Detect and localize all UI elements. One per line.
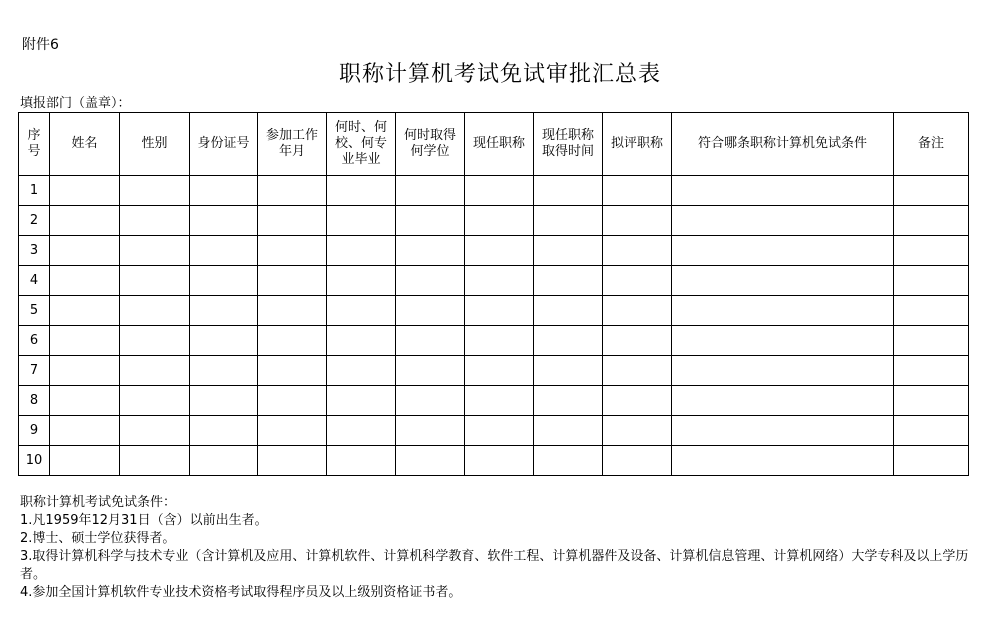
table-cell[interactable] bbox=[534, 236, 603, 266]
table-cell[interactable] bbox=[258, 416, 327, 446]
col-header-current-title: 现任职称 bbox=[465, 113, 534, 176]
table-cell[interactable] bbox=[190, 446, 258, 476]
table-cell[interactable] bbox=[190, 386, 258, 416]
table-cell[interactable] bbox=[603, 326, 672, 356]
table-cell[interactable] bbox=[894, 296, 969, 326]
table-cell[interactable] bbox=[120, 416, 190, 446]
table-cell[interactable] bbox=[190, 176, 258, 206]
table-cell[interactable] bbox=[672, 356, 894, 386]
table-cell[interactable] bbox=[190, 236, 258, 266]
table-cell[interactable] bbox=[672, 206, 894, 236]
table-cell[interactable] bbox=[50, 386, 120, 416]
table-cell[interactable] bbox=[603, 176, 672, 206]
table-cell[interactable] bbox=[465, 296, 534, 326]
table-cell[interactable] bbox=[120, 326, 190, 356]
table-row bbox=[19, 296, 969, 326]
table-cell[interactable] bbox=[327, 446, 396, 476]
table-cell[interactable] bbox=[534, 446, 603, 476]
table-cell[interactable] bbox=[396, 326, 465, 356]
table-cell[interactable] bbox=[327, 236, 396, 266]
table-cell[interactable] bbox=[534, 206, 603, 236]
col-header-degree: 何时取得何学位 bbox=[396, 113, 465, 176]
row-index: 2 bbox=[19, 206, 50, 236]
table-cell[interactable] bbox=[534, 356, 603, 386]
table-cell[interactable] bbox=[465, 416, 534, 446]
table-cell[interactable] bbox=[396, 206, 465, 236]
table-cell[interactable] bbox=[327, 326, 396, 356]
table-row bbox=[19, 446, 969, 476]
table-cell[interactable] bbox=[534, 326, 603, 356]
table-cell[interactable] bbox=[603, 416, 672, 446]
table-cell[interactable] bbox=[534, 266, 603, 296]
note-item-1: 1.凡1959年12月31日（含）以前出生者。 bbox=[20, 513, 268, 528]
page-title: 职称计算机考试免试审批汇总表 bbox=[338, 62, 661, 87]
table-cell[interactable] bbox=[396, 416, 465, 446]
table-cell[interactable] bbox=[894, 266, 969, 296]
table-cell[interactable] bbox=[672, 236, 894, 266]
row-index: 4 bbox=[19, 266, 50, 296]
table-cell[interactable] bbox=[50, 236, 120, 266]
table-cell[interactable] bbox=[327, 176, 396, 206]
row-index: 7 bbox=[19, 356, 50, 386]
table-row bbox=[19, 176, 969, 206]
table-row bbox=[19, 326, 969, 356]
table-cell[interactable] bbox=[50, 416, 120, 446]
table-cell[interactable] bbox=[534, 296, 603, 326]
col-header-id-number: 身份证号 bbox=[190, 113, 258, 176]
table-cell[interactable] bbox=[894, 176, 969, 206]
table-cell[interactable] bbox=[120, 176, 190, 206]
table-cell[interactable] bbox=[258, 236, 327, 266]
table-row bbox=[19, 206, 969, 236]
table-cell[interactable] bbox=[50, 206, 120, 236]
row-index: 6 bbox=[19, 326, 50, 356]
table-cell[interactable] bbox=[190, 356, 258, 386]
table-row bbox=[19, 356, 969, 386]
table-row bbox=[19, 236, 969, 266]
table-cell[interactable] bbox=[396, 176, 465, 206]
table-cell[interactable] bbox=[672, 296, 894, 326]
attachment-label: 附件6 bbox=[22, 37, 59, 53]
table-cell[interactable] bbox=[258, 446, 327, 476]
row-index: 10 bbox=[19, 446, 50, 476]
table-cell[interactable] bbox=[672, 176, 894, 206]
table-cell[interactable] bbox=[120, 356, 190, 386]
table-cell[interactable] bbox=[50, 176, 120, 206]
col-header-index: 序号 bbox=[19, 113, 50, 176]
table-cell[interactable] bbox=[396, 236, 465, 266]
table-cell[interactable] bbox=[258, 176, 327, 206]
table-cell[interactable] bbox=[465, 356, 534, 386]
table-cell[interactable] bbox=[50, 356, 120, 386]
table-cell[interactable] bbox=[327, 266, 396, 296]
table-cell[interactable] bbox=[894, 356, 969, 386]
department-label: 填报部门（盖章）： bbox=[20, 96, 131, 111]
table-row bbox=[19, 416, 969, 446]
table-header-row bbox=[19, 113, 969, 176]
table-cell[interactable] bbox=[672, 416, 894, 446]
table-cell[interactable] bbox=[50, 296, 120, 326]
col-header-graduation: 何时、何校、何专业毕业 bbox=[327, 113, 396, 176]
table-cell[interactable] bbox=[465, 386, 534, 416]
row-index: 5 bbox=[19, 296, 50, 326]
table-cell[interactable] bbox=[603, 206, 672, 236]
table-cell[interactable] bbox=[50, 266, 120, 296]
table-cell[interactable] bbox=[396, 356, 465, 386]
table-cell[interactable] bbox=[396, 446, 465, 476]
table-cell[interactable] bbox=[603, 386, 672, 416]
table-cell[interactable] bbox=[190, 416, 258, 446]
table-cell[interactable] bbox=[258, 386, 327, 416]
table-cell[interactable] bbox=[258, 296, 327, 326]
table-cell[interactable] bbox=[50, 446, 120, 476]
table-cell[interactable] bbox=[465, 206, 534, 236]
col-header-gender: 性别 bbox=[120, 113, 190, 176]
row-index: 1 bbox=[19, 176, 50, 206]
col-header-work-start: 参加工作年月 bbox=[258, 113, 327, 176]
table-cell[interactable] bbox=[258, 356, 327, 386]
table-cell[interactable] bbox=[672, 386, 894, 416]
table-cell[interactable] bbox=[534, 386, 603, 416]
table-cell[interactable] bbox=[672, 266, 894, 296]
table-cell[interactable] bbox=[190, 266, 258, 296]
note-item-3: 3.取得计算机科学与技术专业（含计算机及应用、计算机软件、计算机科学教育、软件工程、计算机器件及设备、计算机信息管理、计算机网络）大学专科及以上学历者。 bbox=[20, 549, 969, 582]
table-cell[interactable] bbox=[396, 266, 465, 296]
table-cell[interactable] bbox=[894, 446, 969, 476]
table-cell[interactable] bbox=[190, 326, 258, 356]
table-cell[interactable] bbox=[465, 176, 534, 206]
table-cell[interactable] bbox=[258, 266, 327, 296]
table-cell[interactable] bbox=[120, 266, 190, 296]
table-cell[interactable] bbox=[120, 206, 190, 236]
table-cell[interactable] bbox=[534, 176, 603, 206]
row-index: 8 bbox=[19, 386, 50, 416]
table-cell[interactable] bbox=[672, 326, 894, 356]
table-cell[interactable] bbox=[327, 296, 396, 326]
table-cell[interactable] bbox=[120, 386, 190, 416]
exemption-notes bbox=[20, 494, 970, 602]
table-cell[interactable] bbox=[465, 266, 534, 296]
col-header-exemption-condition: 符合哪条职称计算机免试条件 bbox=[672, 113, 894, 176]
table-cell[interactable] bbox=[465, 446, 534, 476]
note-item-4: 4.参加全国计算机软件专业技术资格考试取得程序员及以上级别资格证书者。 bbox=[20, 585, 462, 600]
col-header-name: 姓名 bbox=[50, 113, 120, 176]
table-cell[interactable] bbox=[672, 446, 894, 476]
note-item-2: 2.博士、硕士学位获得者。 bbox=[20, 531, 176, 546]
col-header-remarks: 备注 bbox=[894, 113, 969, 176]
table-cell[interactable] bbox=[894, 416, 969, 446]
table-cell[interactable] bbox=[603, 236, 672, 266]
table-cell[interactable] bbox=[894, 206, 969, 236]
table-cell[interactable] bbox=[327, 386, 396, 416]
table-cell[interactable] bbox=[190, 206, 258, 236]
col-header-title-date: 现任职称取得时间 bbox=[534, 113, 603, 176]
table-cell[interactable] bbox=[327, 416, 396, 446]
table-cell[interactable] bbox=[190, 296, 258, 326]
row-index: 9 bbox=[19, 416, 50, 446]
table-cell[interactable] bbox=[465, 326, 534, 356]
notes-heading: 职称计算机考试免试条件： bbox=[20, 495, 177, 510]
table-cell[interactable] bbox=[327, 356, 396, 386]
table-cell[interactable] bbox=[258, 206, 327, 236]
table-row bbox=[19, 266, 969, 296]
table-cell[interactable] bbox=[894, 386, 969, 416]
table-cell[interactable] bbox=[894, 326, 969, 356]
col-header-proposed-title: 拟评职称 bbox=[603, 113, 672, 176]
table-cell[interactable] bbox=[120, 446, 190, 476]
table-cell[interactable] bbox=[534, 416, 603, 446]
table-cell[interactable] bbox=[603, 446, 672, 476]
table-cell[interactable] bbox=[120, 296, 190, 326]
table-cell[interactable] bbox=[396, 296, 465, 326]
table-cell[interactable] bbox=[603, 266, 672, 296]
table-cell[interactable] bbox=[396, 386, 465, 416]
summary-table bbox=[18, 112, 969, 476]
table-cell[interactable] bbox=[120, 236, 190, 266]
table-cell[interactable] bbox=[327, 206, 396, 236]
table-cell[interactable] bbox=[465, 236, 534, 266]
table-cell[interactable] bbox=[258, 326, 327, 356]
row-index: 3 bbox=[19, 236, 50, 266]
table-cell[interactable] bbox=[603, 296, 672, 326]
table-cell[interactable] bbox=[603, 356, 672, 386]
table-cell[interactable] bbox=[50, 326, 120, 356]
table-row bbox=[19, 386, 969, 416]
table-cell[interactable] bbox=[894, 236, 969, 266]
